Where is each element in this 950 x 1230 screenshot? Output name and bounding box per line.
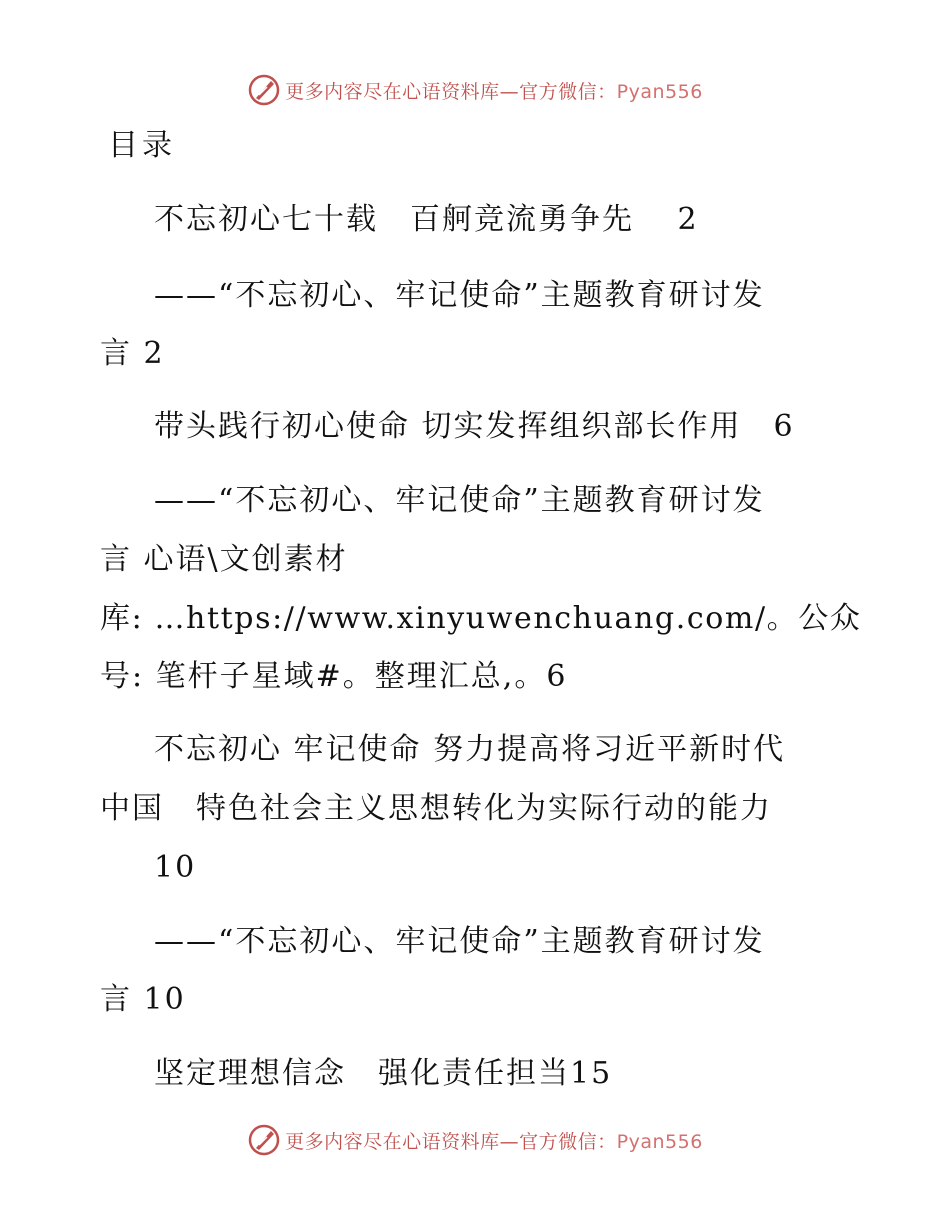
- toc-heading: 目录: [108, 128, 176, 163]
- toc-entry-subtitle-cont: 言 2: [100, 336, 165, 371]
- toc-entry-subtitle: ——“不忘初心、牢记使命”主题教育研讨发: [154, 278, 765, 313]
- toc-entry-subtitle-cont: 库: …https://www.xinyuwenchuang.com/。公众: [100, 601, 862, 636]
- toc-entry-subtitle-cont: 言 10: [100, 982, 186, 1017]
- toc-entry-page-number: 10: [154, 850, 197, 885]
- quill-pen-logo-icon: [247, 73, 281, 107]
- toc-entry-subtitle-cont: 号: 笔杆子星域#。整理汇总,。6: [100, 659, 568, 694]
- watermark-banner-top: [0, 70, 950, 110]
- toc-entry-subtitle-cont: 言 心语\文创素材: [100, 542, 348, 577]
- toc-entry-subtitle: ——“不忘初心、牢记使命”主题教育研讨发: [154, 924, 765, 959]
- watermark-text: 更多内容尽在心语资料库—官方微信：Pyan556: [285, 80, 703, 103]
- toc-entry-title-cont: 中国 特色社会主义思想转化为实际行动的能力: [100, 791, 772, 826]
- toc-entry-title: 坚定理想信念 强化责任担当15: [154, 1056, 613, 1091]
- toc-entry-title: 不忘初心 牢记使命 努力提高将习近平新时代: [154, 732, 786, 767]
- toc-entry-title: 不忘初心七十载 百舸竞流勇争先 2: [154, 202, 699, 237]
- toc-entry-subtitle: ——“不忘初心、牢记使命”主题教育研讨发: [154, 483, 765, 518]
- toc-entry-title: 带头践行初心使命 切实发挥组织部长作用 6: [154, 409, 795, 444]
- quill-pen-logo-icon: [247, 1123, 281, 1157]
- watermark-banner-bottom: [0, 1120, 950, 1160]
- watermark-text: 更多内容尽在心语资料库—官方微信：Pyan556: [285, 1130, 703, 1153]
